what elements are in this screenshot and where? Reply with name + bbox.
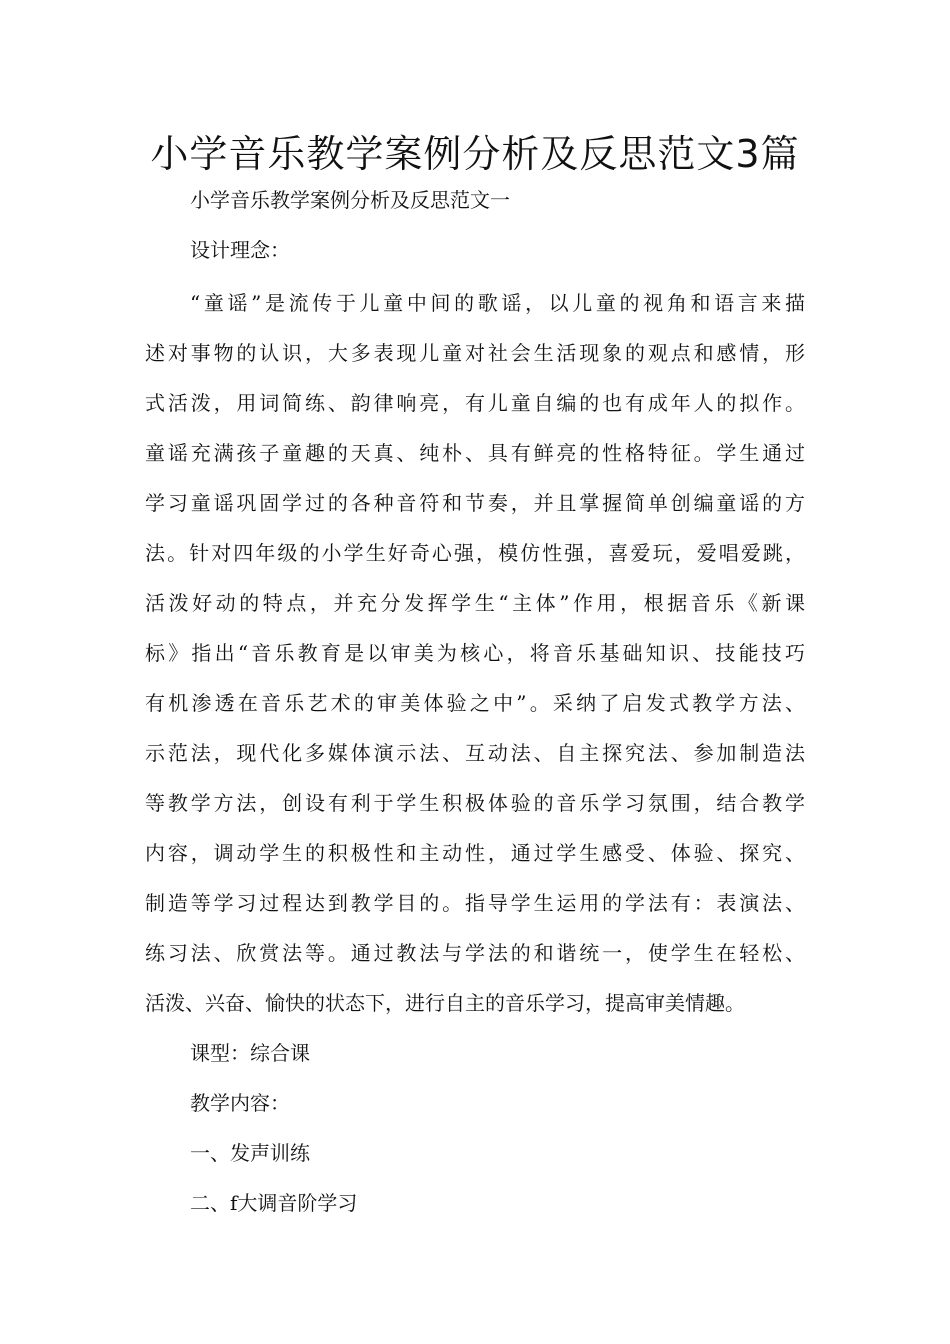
content-item: 二、f大调音阶学习 [190, 1191, 358, 1215]
paragraph-line: 示范法，现代化多媒体演示法、互动法、自主探究法、参加制造法 [145, 741, 805, 765]
paragraph-line: 活泼好动的特点，并充分发挥学生“主体”作用，根据音乐《新课 [145, 591, 805, 615]
paragraph-line: 式活泼，用词简练、韵律响亮，有儿童自编的也有成年人的拟作。 [145, 391, 805, 415]
design-heading: 设计理念： [190, 238, 290, 262]
content-heading: 教学内容： [190, 1091, 290, 1115]
paragraph-line: 学习童谣巩固学过的各种音符和节奏，并且掌握简单创编童谣的方 [145, 491, 805, 515]
paragraph-line: “童谣”是流传于儿童中间的歌谣，以儿童的视角和语言来描 [190, 291, 805, 315]
paragraph-line: 活泼、兴奋、愉快的状态下，进行自主的音乐学习，提高审美情趣。 [145, 991, 745, 1015]
paragraph-line: 标》指出“音乐教育是以审美为核心，将音乐基础知识、技能技巧 [145, 641, 805, 665]
section-subtitle: 小学音乐教学案例分析及反思范文一 [190, 188, 510, 212]
paragraph-line: 述对事物的认识，大多表现儿童对社会生活现象的观点和感情，形 [145, 341, 805, 365]
paragraph-line: 制造等学习过程达到教学目的。指导学生运用的学法有：表演法、 [145, 891, 805, 915]
paragraph-line: 内容，调动学生的积极性和主动性，通过学生感受、体验、探究、 [145, 841, 805, 865]
lesson-type: 课型：综合课 [190, 1041, 310, 1065]
document-title: 小学音乐教学案例分析及反思范文3篇 [150, 132, 800, 176]
paragraph-line: 练习法、欣赏法等。通过教法与学法的和谐统一，使学生在轻松、 [145, 941, 805, 965]
content-item: 一、发声训练 [190, 1141, 310, 1165]
paragraph-line: 童谣充满孩子童趣的天真、纯朴、具有鲜亮的性格特征。学生通过 [145, 441, 805, 465]
paragraph-line: 等教学方法，创设有利于学生积极体验的音乐学习氛围，结合教学 [145, 791, 805, 815]
paragraph-line: 法。针对四年级的小学生好奇心强，模仿性强，喜爱玩，爱唱爱跳， [145, 541, 805, 565]
paragraph-line: 有机渗透在音乐艺术的审美体验之中”。采纳了启发式教学方法、 [145, 691, 805, 715]
